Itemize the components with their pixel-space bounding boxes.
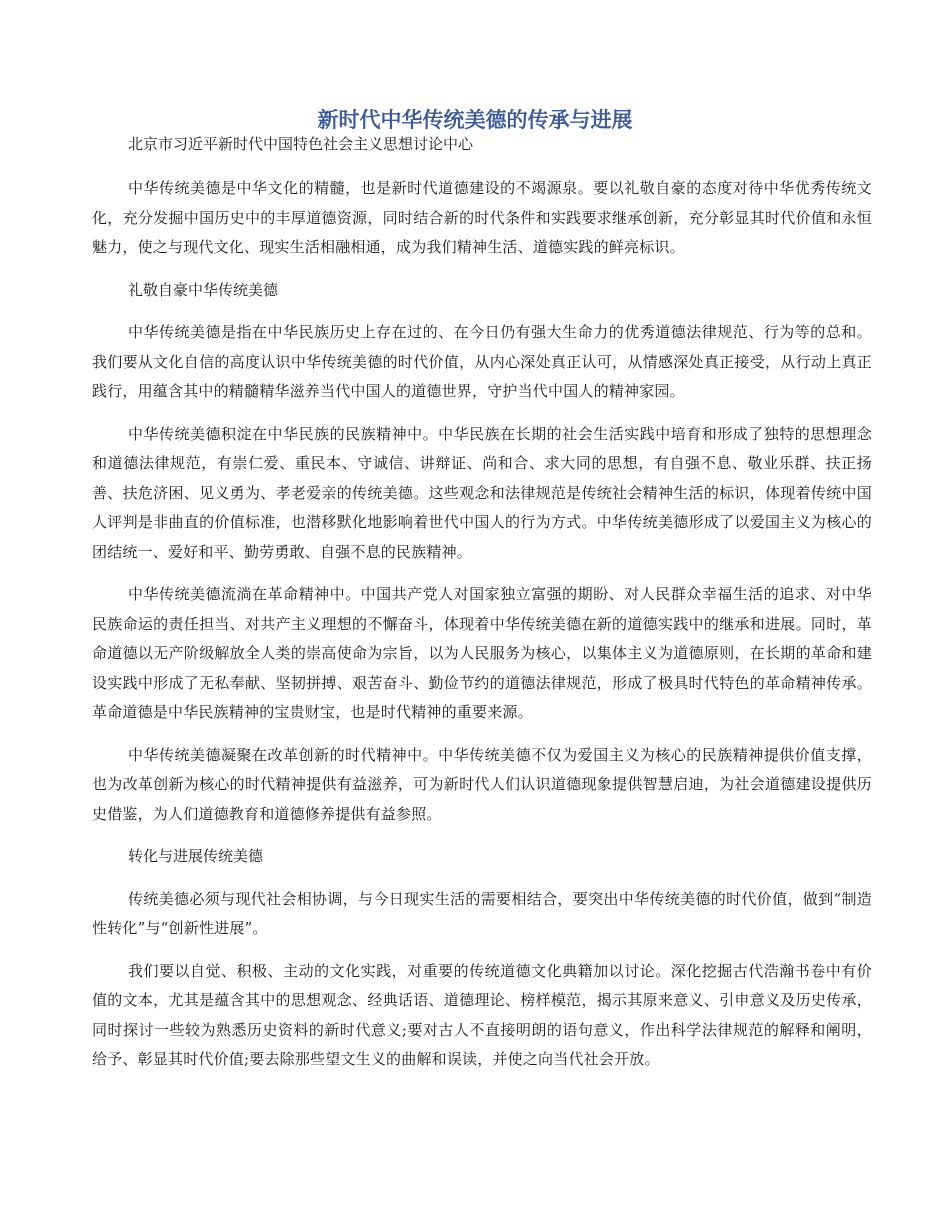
paragraph: 传统美德必须与现代社会相协调，与今日现实生活的需要相结合，要突出中华传统美德的时代价值，做到“制造性转化”与“创新性进展”。 [92, 889, 872, 937]
paragraph: 中华传统美德是指在中华民族历史上存在过的、在今日仍有强大生命力的优秀道德法律规范、行为等的总和。我们要从文化自信的高度认识中华传统美德的时代价值，从内心深处真正认可，从情感深处真正接受，从行动上真正践行，用蕴含其中的精髓精华滋养当代中国人的道德世界，守护当代中国人的精神家园。 [92, 323, 872, 400]
paragraph: 中华传统美德是中华文化的精髓，也是新时代道德建设的不竭源泉。要以礼敬自豪的态度对待中华优秀传统文化，充分发掘中国历史中的丰厚道德资源，同时结合新的时代条件和实践要求继承创新，充分彰显其时代价值和永恒魅力，使之与现代文化、现实生活相融相通，成为我们精神生活、道德实践的鲜亮标识。 [92, 179, 872, 256]
paragraph: 中华传统美德凝聚在改革创新的时代精神中。中华传统美德不仅为爱国主义为核心的民族精神提供价值支撑，也为改革创新为核心的时代精神提供有益滋养，可为新时代人们认识道德现象提供智慧启迪，为社会道德建设提供历史借鉴，为人们道德教育和道德修养提供有益参照。 [92, 745, 872, 823]
author-line: 北京市习近平新时代中国特色社会主义思想讨论中心 [128, 135, 474, 153]
paragraph: 我们要以自觉、积极、主动的文化实践，对重要的传统道德文化典籍加以讨论。深化挖掘古代浩瀚书卷中有价值的文本，尤其是蕴含其中的思想观念、经典话语、道德理论、榜样模范，揭示其原来意义、引申意义及历史传承，同时探讨一些较为熟悉历史资料的新时代意义;要对古人不直接明朗的语句意义，作出科学法律规范的解释和阐明，给予、彰显其时代价值;要去除那些望文生义的曲解和误读，并使之向当代社会开放。 [92, 961, 872, 1068]
paragraph: 中华传统美德积淀在中华民族的民族精神中。中华民族在长期的社会生活实践中培育和形成了独特的思想理念和道德法律规范，有崇仁爱、重民本、守诚信、讲辩证、尚和合、求大同的思想，有自强不息、敬业乐群、扶正扬善、扶危济困、见义勇为、孝老爱亲的传统美德。这些观念和法律规范是传统社会精神生活的标识，体现着传统中国人评判是非曲直的价值标准，也潜移默化地影响着世代中国人的行为方式。中华传统美德形成了以爱国主义为核心的团结统一、爱好和平、勤劳勇敢、自强不息的民族精神。 [92, 424, 872, 561]
section-heading: 礼敬自豪中华传统美德 [128, 280, 279, 299]
paragraph: 中华传统美德流淌在革命精神中。中国共产党人对国家独立富强的期盼、对人民群众幸福生活的追求、对中华民族命运的责任担当、对共产主义理想的不懈奋斗，体现着中华传统美德在新的道德实践中的继承和进展。同时，革命道德以无产阶级解放全人类的崇高使命为宗旨，以为人民服务为核心，以集体主义为道德原则，在长期的革命和建设实践中形成了无私奉献、坚韧拼搏、艰苦奋斗、勤俭节约的道德法律规范，形成了极具时代特色的革命精神传承。革命道德是中华民族精神的宝贵财宝，也是时代精神的重要来源。 [92, 585, 872, 721]
article-body [92, 174, 872, 1088]
section-heading: 转化与进展传统美德 [128, 847, 264, 865]
page-title: 新时代中华传统美德的传承与进展 [317, 107, 633, 132]
